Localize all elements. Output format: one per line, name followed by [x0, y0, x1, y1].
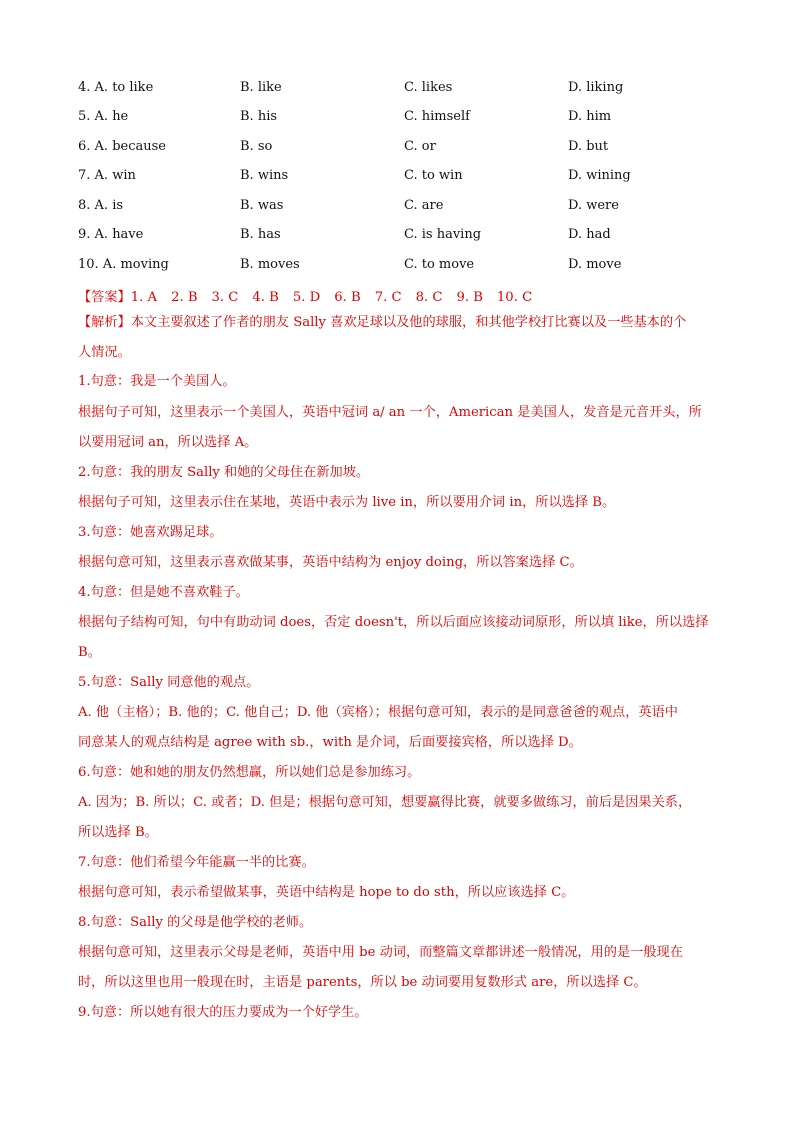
analysis-line: 所以选择 B。: [78, 825, 158, 840]
option-d: D. him: [568, 109, 612, 124]
analysis-line: 根据句子可知，这里表示一个美国人，英语中冠词 a/ an 一个，American 是美国人，发音是元音开头，所: [78, 405, 702, 420]
option-a: 10. A. moving: [78, 257, 169, 272]
option-row-8: [78, 198, 738, 218]
analysis-line: 6.句意：她和她的朋友仍然想赢，所以她们总是参加练习。: [78, 765, 421, 780]
analysis-line: 1.句意：我是一个美国人。: [78, 374, 236, 389]
option-c: C. are: [404, 198, 444, 213]
option-d: D. were: [568, 198, 619, 213]
analysis-line: 9.句意：所以她有很大的压力要成为一个好学生。: [78, 1005, 368, 1020]
option-b: B. moves: [240, 257, 300, 272]
option-a: 7. A. win: [78, 168, 136, 183]
answer-key: [78, 286, 546, 305]
option-d: D. had: [568, 227, 611, 242]
analysis-line: 4.句意：但是她不喜欢鞋子。: [78, 585, 249, 600]
option-a: 8. A. is: [78, 198, 124, 213]
option-c: C. is having: [404, 227, 482, 242]
option-row-9: [78, 227, 738, 247]
analysis-line: 人情况。: [78, 345, 131, 360]
option-c: C. or: [404, 139, 436, 154]
option-b: B. like: [240, 80, 282, 95]
analysis-line: B。: [78, 645, 101, 660]
option-a: 5. A. he: [78, 109, 129, 124]
option-b: B. his: [240, 109, 278, 124]
option-c: C. himself: [404, 109, 470, 124]
analysis-line: 8.句意：Sally 的父母是他学校的老师。: [78, 915, 313, 930]
analysis-line: 根据句子结构可知，句中有助动词 does，否定 doesn't，所以后面应该接动词原形，所以填 like，所以选择: [78, 615, 709, 630]
answer-item: 6. B: [334, 290, 361, 305]
answer-item: 8. C: [415, 290, 443, 305]
option-c: C. to move: [404, 257, 475, 272]
analysis-line: 同意某人的观点结构是 agree with sb.，with 是介词，后面要接宾格，所以选择 D。: [78, 735, 582, 750]
analysis-line: 2.句意：我的朋友 Sally 和她的父母住在新加坡。: [78, 465, 370, 480]
answer-item: 2. B: [171, 290, 198, 305]
option-c: C. to win: [404, 168, 463, 183]
option-d: D. liking: [568, 80, 624, 95]
analysis-line: 时，所以这里也用一般现在时，主语是 parents，所以 be 动词要用复数形式 are，所以选择 C。: [78, 975, 647, 990]
option-row-6: [78, 139, 738, 159]
analysis-line: 5.句意：Sally 同意他的观点。: [78, 675, 260, 690]
answer-label: 【答案】: [78, 290, 131, 305]
option-a: 9. A. have: [78, 227, 144, 242]
answer-item: 7. C: [374, 290, 402, 305]
option-b: B. has: [240, 227, 281, 242]
analysis-line: A. 因为；B. 所以；C. 或者；D. 但是；根据句意可知，想要赢得比赛，就要多做练习，前后是因果关系，: [78, 795, 692, 810]
option-row-10: [78, 257, 738, 277]
option-a: 6. A. because: [78, 139, 166, 154]
analysis-line: 3.句意：她喜欢踢足球。: [78, 525, 223, 540]
answer-item: 10. C: [496, 290, 533, 305]
analysis-line: 以要用冠词 an，所以选择 A。: [78, 435, 258, 450]
option-b: B. wins: [240, 168, 289, 183]
option-row-4: [78, 80, 738, 100]
option-row-5: [78, 109, 738, 129]
option-d: D. but: [568, 139, 609, 154]
option-row-7: [78, 168, 738, 188]
analysis-line: 根据句子可知，这里表示住在某地，英语中表示为 live in，所以要用介词 in，所以选择 B。: [78, 495, 616, 510]
option-b: B. so: [240, 139, 273, 154]
analysis-line: A. 他（主格）；B. 他的；C. 他自己；D. 他（宾格）；根据句意可知，表示的是同意爸爸的观点，英语中: [78, 705, 678, 720]
option-d: D. wining: [568, 168, 631, 183]
answer-item: 3. C: [211, 290, 239, 305]
answer-item: 1. A: [130, 290, 158, 305]
answer-item: 5. D: [292, 290, 321, 305]
analysis-line: 7.句意：他们希望今年能赢一半的比赛。: [78, 855, 315, 870]
option-d: D. move: [568, 257, 622, 272]
analysis-line: 根据句意可知，这里表示父母是老师，英语中用 be 动词，而整篇文章都讲述一般情况，用的是一般现在: [78, 945, 683, 960]
analysis-line: 根据句意可知，表示希望做某事，英语中结构是 hope to do sth，所以应该选择 C。: [78, 885, 575, 900]
answer-item: 9. B: [456, 290, 483, 305]
analysis-line: 【解析】本文主要叙述了作者的朋友 Sally 喜欢足球以及他的球服，和其他学校打比赛以及一些基本的个: [78, 315, 687, 330]
option-a: 4. A. to like: [78, 80, 154, 95]
option-c: C. likes: [404, 80, 453, 95]
answer-item: 4. B: [252, 290, 279, 305]
analysis-line: 根据句意可知，这里表示喜欢做某事，英语中结构为 enjoy doing，所以答案选择 C。: [78, 555, 583, 570]
option-b: B. was: [240, 198, 284, 213]
